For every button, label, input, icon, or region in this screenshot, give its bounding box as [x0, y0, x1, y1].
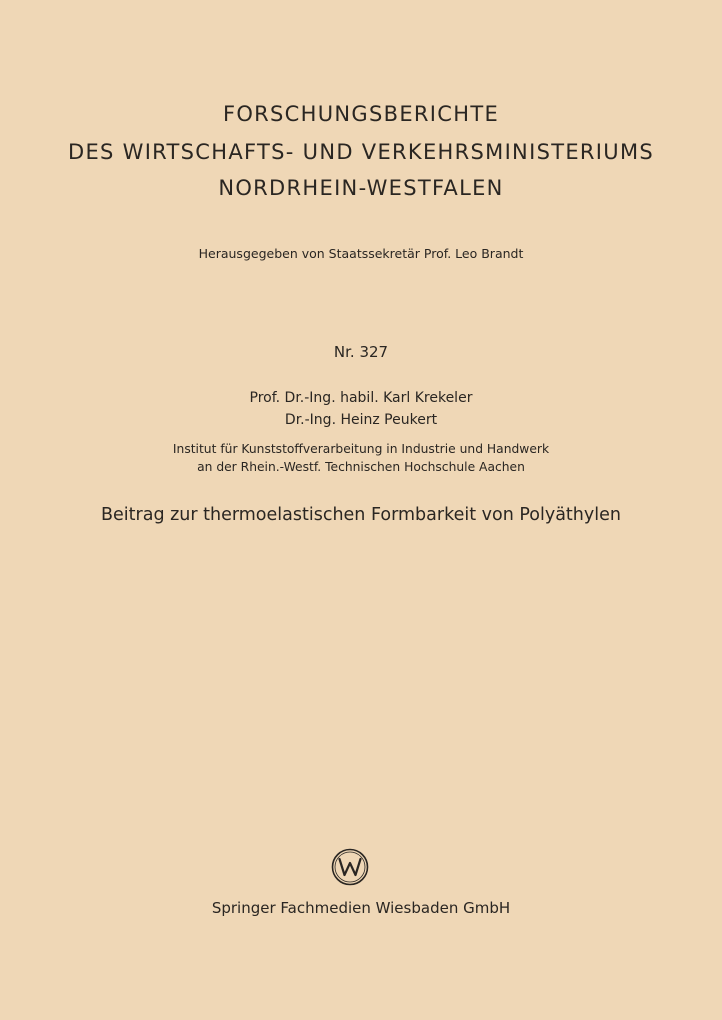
editor-line: Herausgegeben von Staatssekretär Prof. Leo Brandt [198, 246, 524, 261]
institute-line-1: Institut für Kunststoffverarbeitung in Industrie und Handwerk [172, 442, 550, 456]
publisher-name: Springer Fachmedien Wiesbaden GmbH [211, 899, 511, 917]
series-title-line-3: NORDRHEIN-WESTFALEN [218, 176, 504, 200]
author-2: Dr.-Ing. Heinz Peukert [284, 412, 438, 428]
volume-number: Nr. 327 [333, 343, 389, 361]
series-title-line-1: FORSCHUNGSBERICHTE [222, 102, 500, 126]
author-1: Prof. Dr.-Ing. habil. Karl Krekeler [249, 390, 473, 406]
book-title: Beitrag zur thermoelastischen Formbarkeit von Polyäthylen [101, 505, 621, 525]
institute-line-2: an der Rhein.-Westf. Technischen Hochschule Aachen [197, 460, 525, 474]
series-title-line-2: DES WIRTSCHAFTS- UND VERKEHRSMINISTERIUMS [67, 140, 654, 164]
springer-w-logo-icon [331, 848, 369, 886]
